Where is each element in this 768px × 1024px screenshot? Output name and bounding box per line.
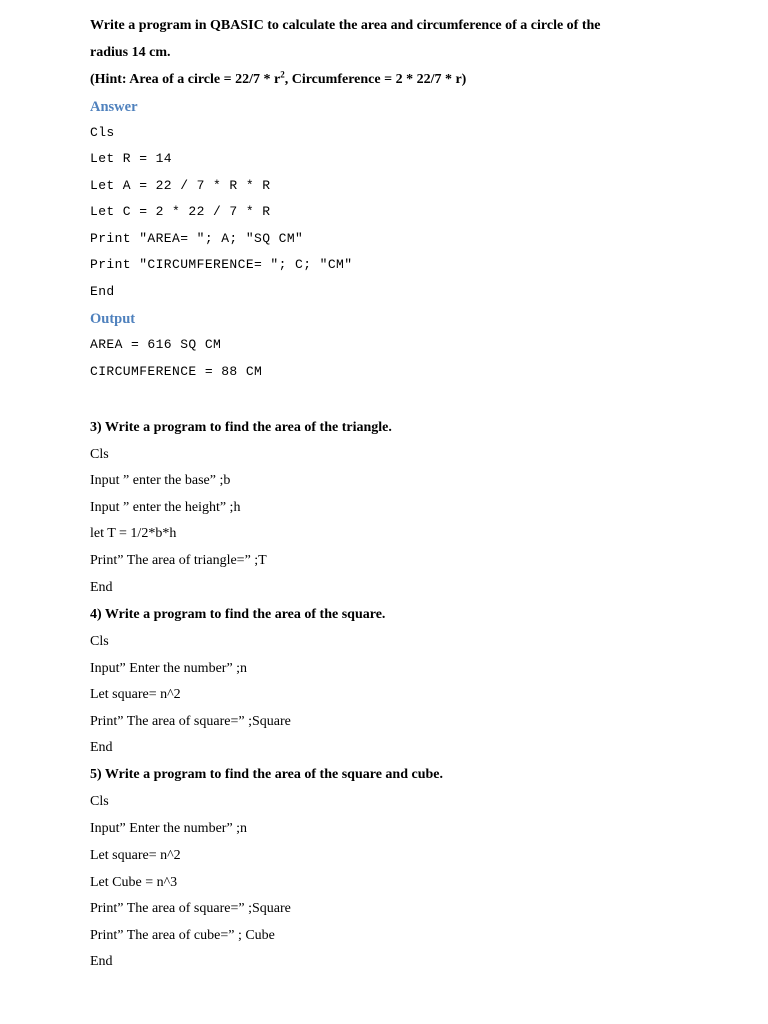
q3-code-line: End [90, 580, 113, 595]
q5-code-line: End [90, 954, 113, 969]
q4-code-line: End [90, 740, 113, 755]
q4-code-line: Print” The area of square=” ;Square [90, 714, 291, 729]
q4-title: 4) Write a program to find the area of the square. [90, 607, 386, 622]
q4-code-line: Let square= n^2 [90, 687, 181, 702]
answer-heading: Answer [90, 99, 138, 115]
q5-code-line: Print” The area of square=” ;Square [90, 901, 291, 916]
q4-code-line: Cls [90, 634, 109, 649]
q5-code-line: Input” Enter the number” ;n [90, 821, 248, 836]
answer-code-line: Let R = 14 [90, 151, 173, 166]
q4-code-line: Input” Enter the number” ;n [90, 661, 248, 676]
hint-superscript: 2 [280, 69, 285, 80]
q5-title: 5) Write a program to find the area of the square and cube. [90, 767, 443, 782]
answer-code-line: Print "CIRCUMFERENCE= "; C; "CM" [90, 257, 353, 272]
hint-end: , Circumference = 2 * 22/7 * r) [284, 72, 467, 87]
q3-code-line: let T = 1/2*b*h [90, 526, 177, 541]
output-heading: Output [90, 311, 136, 327]
answer-code-line: Print "AREA= "; A; "SQ CM" [90, 231, 304, 246]
q3-code-line: Cls [90, 447, 109, 462]
question-line-2: radius 14 cm. [90, 45, 171, 60]
answer-code-line: End [90, 284, 115, 299]
q3-code-line: Print” The area of triangle=” ;T [90, 553, 267, 568]
answer-code-line: Let A = 22 / 7 * R * R [90, 178, 271, 193]
q3-title: 3) Write a program to find the area of the triangle. [90, 420, 392, 435]
question-hint [90, 71, 466, 89]
q3-code-line: Input ” enter the base” ;b [90, 473, 231, 488]
output-line: CIRCUMFERENCE = 88 CM [90, 364, 263, 379]
question-line-1: Write a program in QBASIC to calculate the area and circumference of a circle of the [90, 18, 601, 33]
hint-start: (Hint: Area of a circle = 22/7 * r [90, 72, 281, 87]
answer-code-line: Let C = 2 * 22 / 7 * R [90, 204, 271, 219]
q5-code-line: Print” The area of cube=” ; Cube [90, 928, 275, 943]
q5-code-line: Let Cube = n^3 [90, 875, 178, 890]
q5-code-line: Let square= n^2 [90, 848, 181, 863]
answer-code-line: Cls [90, 125, 115, 140]
q5-code-line: Cls [90, 794, 109, 809]
output-line: AREA = 616 SQ CM [90, 337, 222, 352]
q3-code-line: Input ” enter the height” ;h [90, 500, 241, 515]
